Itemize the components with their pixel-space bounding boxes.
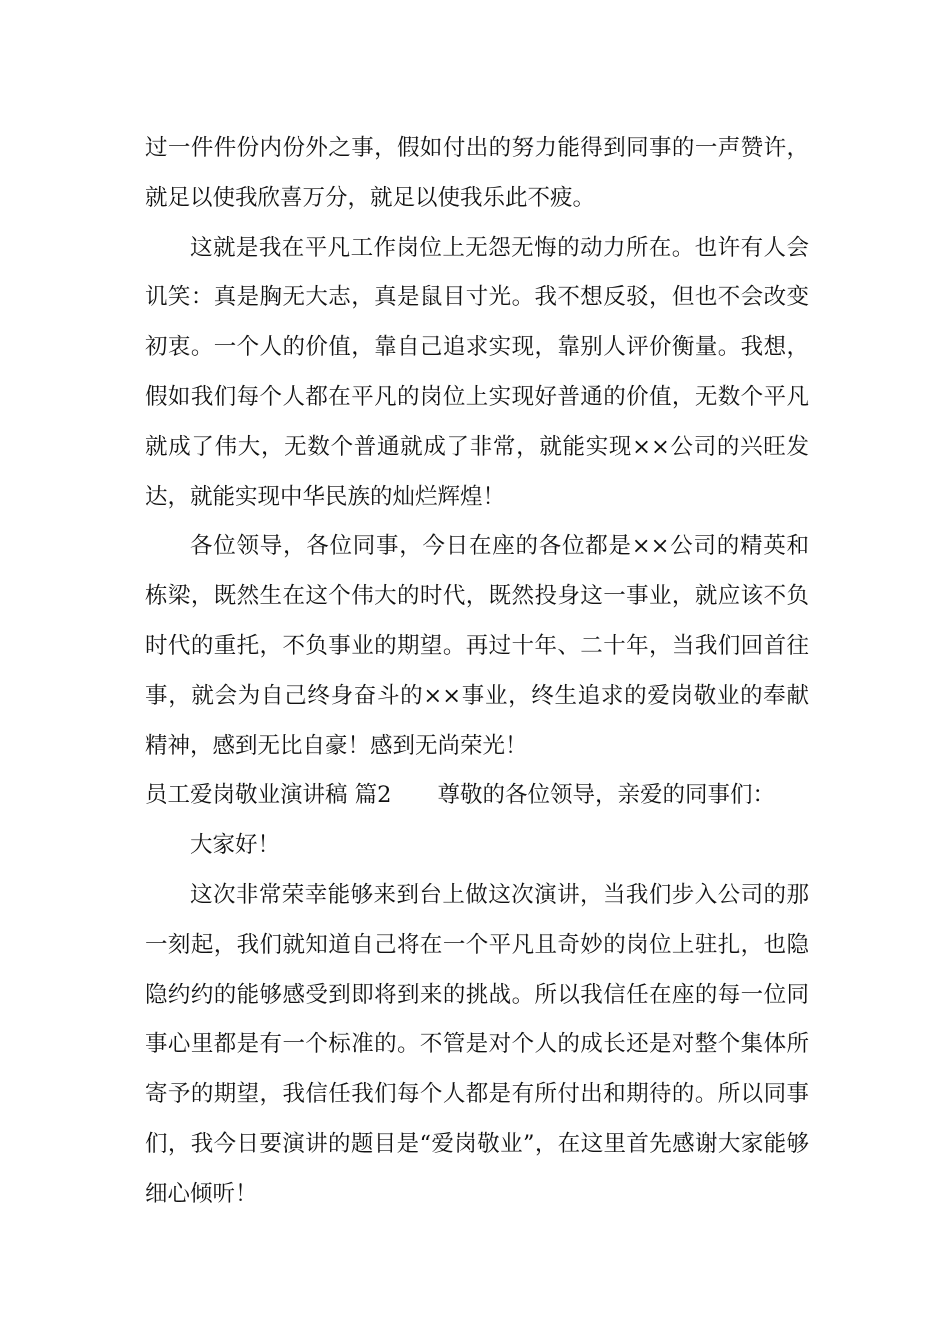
paragraph-motivation: 这就是我在平凡工作岗位上无怨无悔的动力所在。也许有人会讥笑：真是胸无大志，真是鼠目寸光。我不想反驳，但也不会改变初衷。一个人的价值，靠自己追求实现，靠别人评价衡量。我想，假如我们每个人都在平凡的岗位上实现好普通的价值，无数个平凡就成了伟大，无数个普通就成了非常，就能实现××公司的兴旺发达，就能实现中华民族的灿烂辉煌！ — [145, 234, 809, 510]
salutation: 尊敬的各位领导，亲爱的同事们： — [437, 782, 775, 809]
paragraph-intro: 这次非常荣幸能够来到台上做这次演讲，当我们步入公司的那一刻起，我们就知道自己将在一个平凡且奇妙的岗位上驻扎，也隐隐约约的能够感受到即将到来的挑战。所以我信任在座的每一位同事心里都是有一个标准的。不管是对个人的成长还是对整个集体所寄予的期望，我信任我们每个人都是有所付出和期待的。所以同事们，我今日要演讲的题目是“爱岗敬业”，在这里首先感谢大家能够细心倾听！ — [145, 881, 809, 1207]
paragraph-greeting: 大家好！ — [190, 832, 281, 859]
section-heading — [145, 771, 809, 821]
paragraph-continuation: 过一件件份内份外之事，假如付出的努力能得到同事的一声赞许，就足以使我欣喜万分，就足以使我乐此不疲。 — [145, 135, 809, 211]
section-title: 员工爱岗敬业演讲稿 篇2 — [145, 782, 392, 809]
document-page — [145, 124, 809, 1220]
paragraph-closing: 各位领导，各位同事，今日在座的各位都是××公司的精英和栋梁，既然生在这个伟大的时代，既然投身这一事业，就应该不负时代的重托，不负事业的期望。再过十年、二十年，当我们回首往事，就会为自己终身奋斗的××事业，终生追求的爱岗敬业的奉献精神，感到无比自豪！感到无尚荣光！ — [145, 533, 809, 759]
